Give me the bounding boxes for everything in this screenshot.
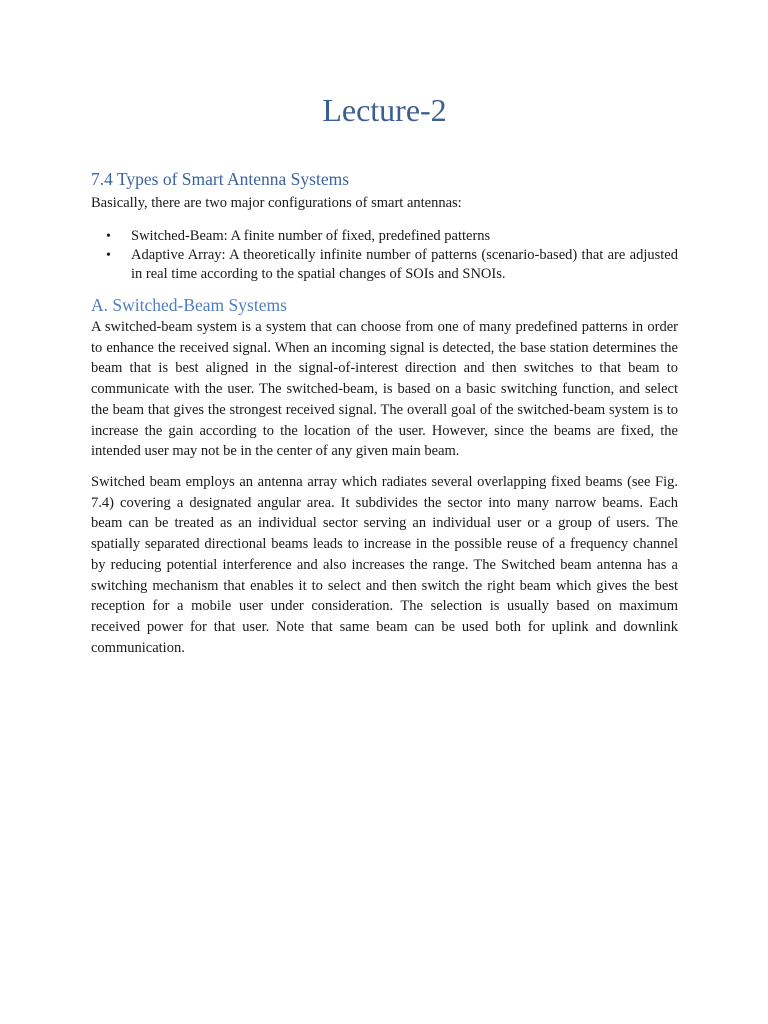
section-intro: Basically, there are two major configurations of smart antennas: (91, 195, 462, 211)
section-heading-types: 7.4 Types of Smart Antenna Systems (91, 169, 350, 189)
bullet-text: Adaptive Array: A theoretically infinite number of patterns (scenario-based) that are adjusted in real time according to the spatial changes of SOIs and SNOIs. (131, 247, 678, 282)
section-heading-switched-beam: A. Switched-Beam Systems (91, 295, 287, 315)
bullet-list (91, 227, 678, 284)
page-title: Lecture-2 (322, 92, 447, 128)
list-item (91, 227, 678, 246)
body-paragraph: A switched-beam system is a system that can choose from one of many predefined patterns in order to enhance the received signal. When an incoming signal is detected, the base station determines the beam that is best aligned in the signal-of-interest direction and then switches to that beam to communicate with the user. The switched-beam, is based on a basic switching function, and select the beam that gives the strongest received signal. The overall goal of the switched-beam system is to increase the gain according to the location of the user. However, since the beams are fixed, the intended user may not be in the center of any given main beam. (91, 319, 678, 460)
body-paragraph: Switched beam employs an antenna array which radiates several overlapping fixed beams (see Fig. 7.4) covering a designated angular area. It subdivides the sector into many narrow beams. Each beam can be treated as an individual sector serving an individual user or a group of users. The spatially separated directional beams leads to increase in the possible reuse of a frequency channel by reducing potential interference and also increases the range. The Switched beam antenna has a switching mechanism that enables it to select and then switch the right beam which gives the best reception for a mobile user under consideration. The selection is usually based on maximum received power for that user. Note that same beam can be used both for uplink and downlink communication. (91, 474, 678, 656)
bullet-text: Switched-Beam: A finite number of fixed, predefined patterns (131, 228, 491, 244)
list-item (91, 246, 678, 284)
bullet-icon: • (106, 229, 111, 244)
bullet-icon: • (106, 248, 111, 263)
